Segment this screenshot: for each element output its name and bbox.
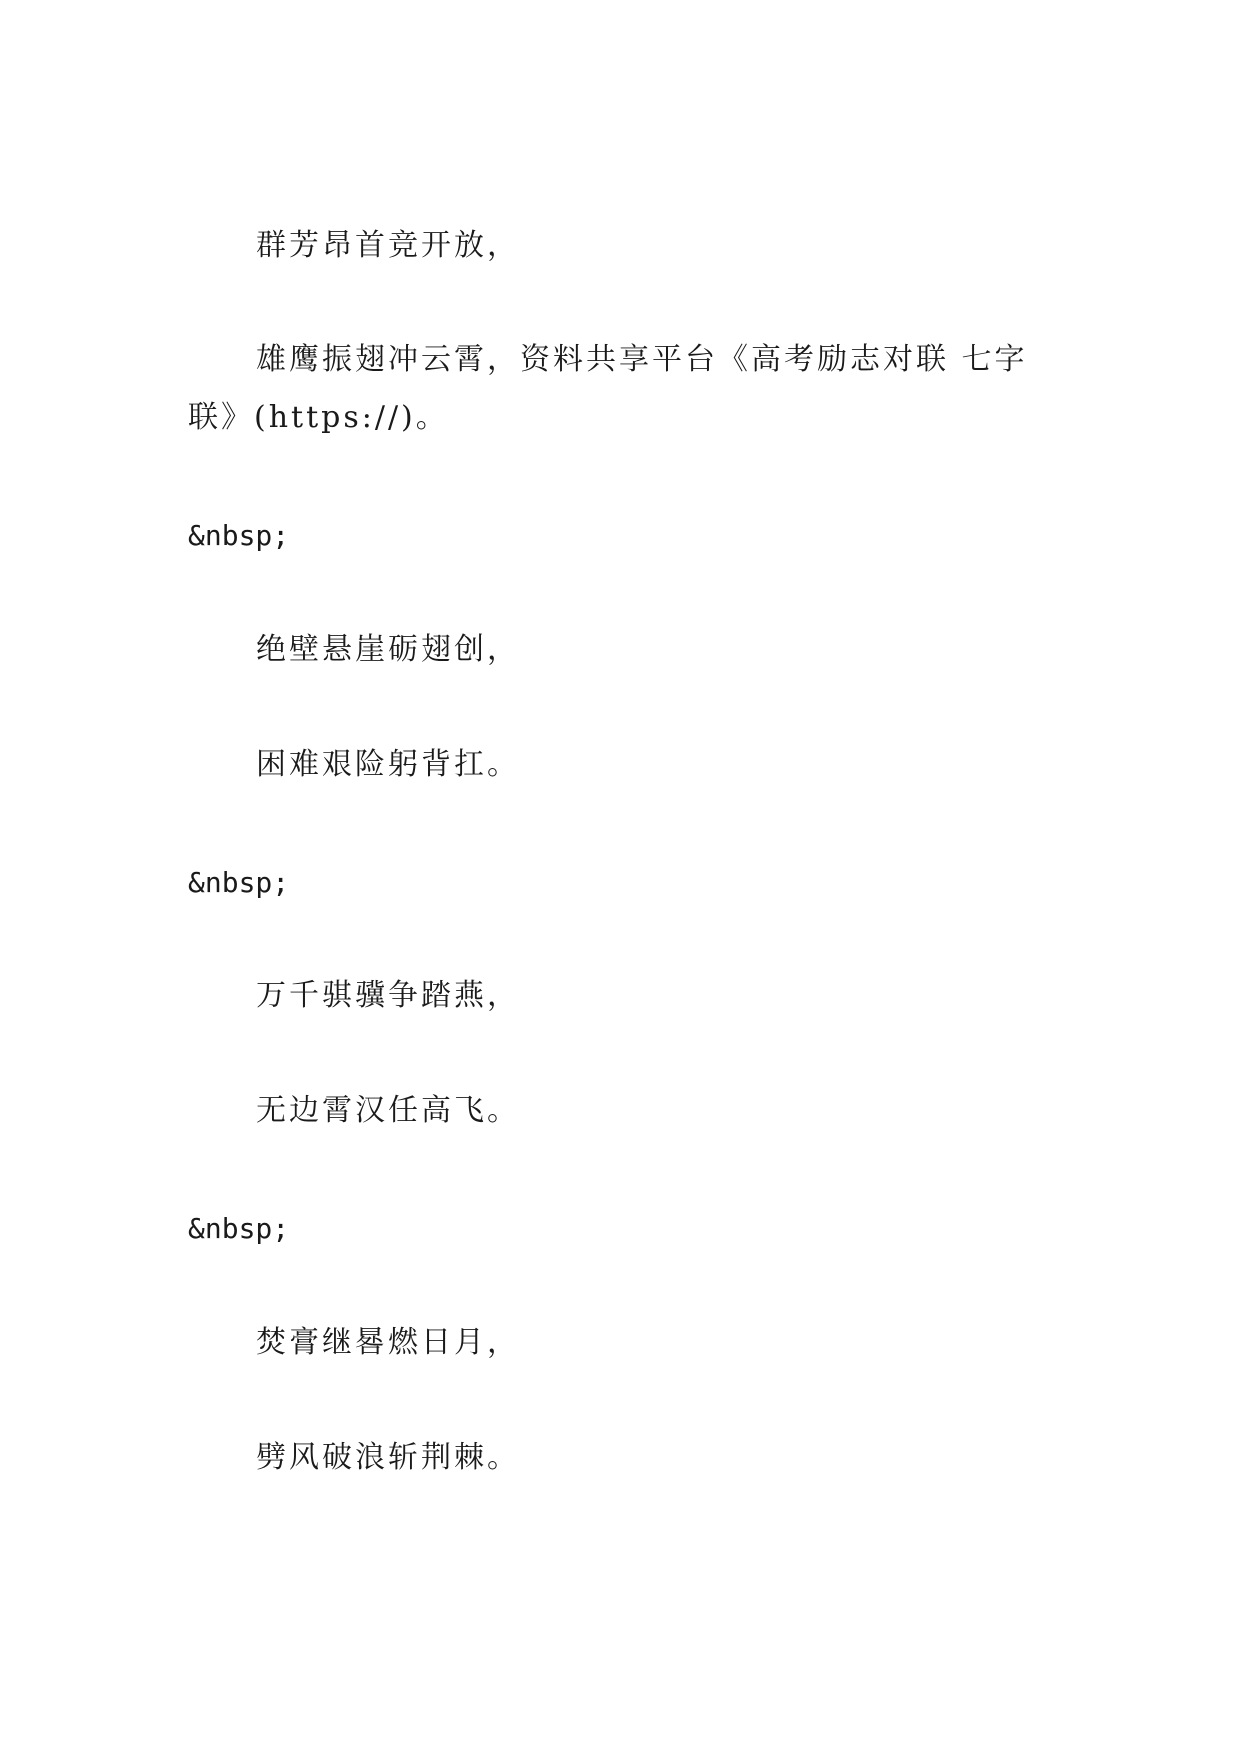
text-line: 困难艰险躬背扛。 [256,747,520,782]
text-line: 焚膏继晷燃日月， [256,1325,520,1360]
nbsp-line: &nbsp; [188,519,290,552]
text-line: 雄鹰振翅冲云霄，资料共享平台《高考励志对联 七字 [256,342,1028,377]
nbsp-line: &nbsp; [188,866,290,899]
text-line: 劈风破浪斩荆棘。 [256,1440,520,1475]
text-line: 联》(https://)。 [188,400,449,435]
text-line: 万千骐骥争踏燕， [256,978,520,1013]
text-line: 群芳昂首竞开放， [256,228,520,263]
nbsp-line: &nbsp; [188,1212,290,1245]
text-line: 无边霄汉任高飞。 [256,1093,520,1128]
text-line: 绝壁悬崖砺翅创， [256,632,520,667]
